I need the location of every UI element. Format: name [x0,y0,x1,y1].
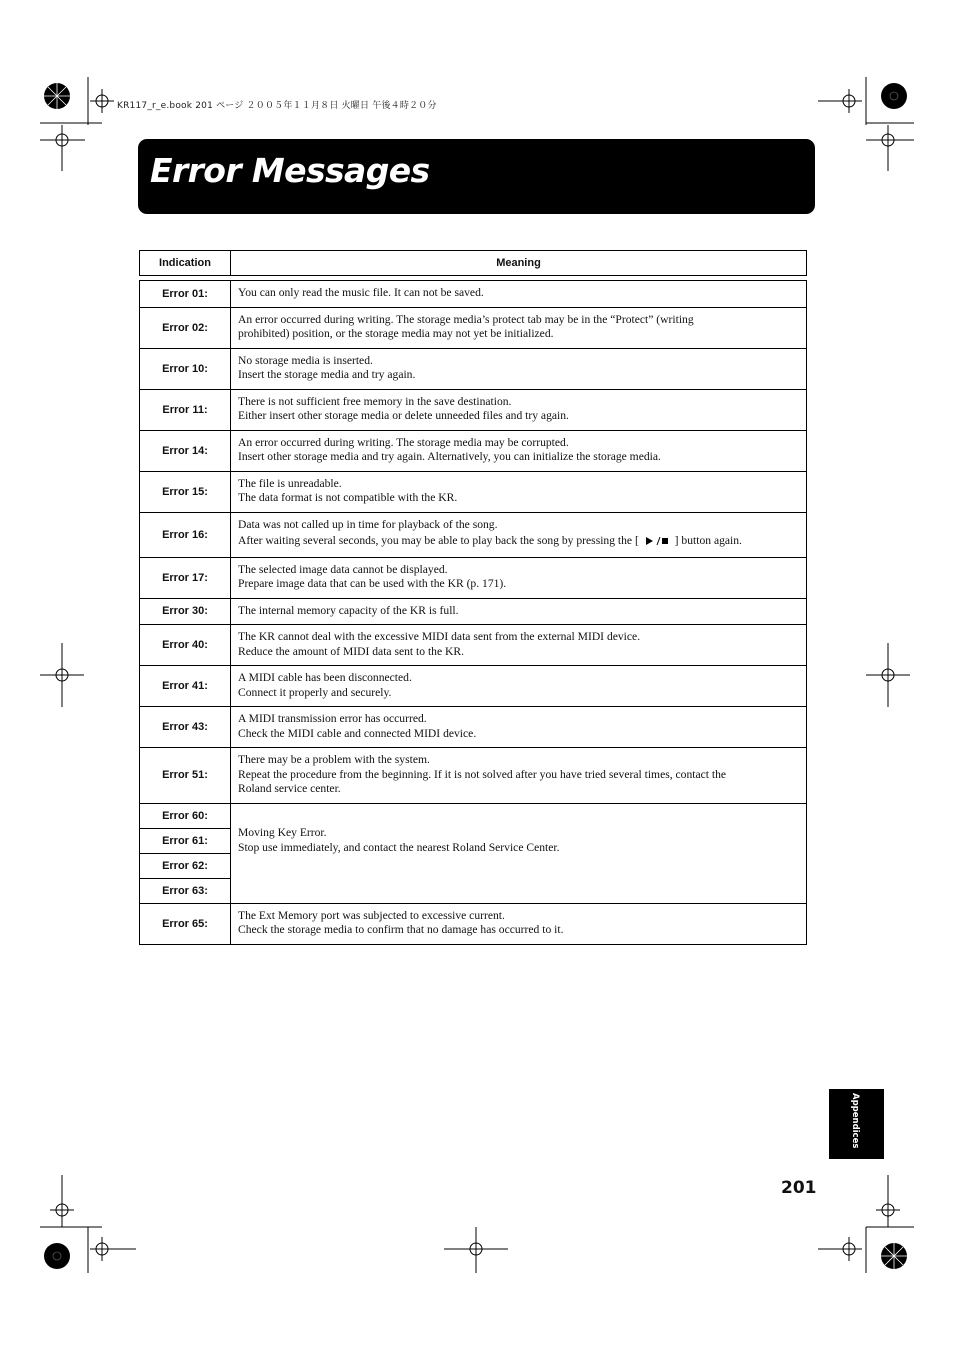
error-code: Error 43: [140,707,231,748]
error-table [139,250,807,945]
table-row [140,512,807,557]
error-code: Error 41: [140,666,231,707]
page-number: 201 [781,1178,817,1198]
error-meaning: Moving Key Error. Stop use immediately, and contact the nearest Roland Service Center. [231,803,807,903]
error-code: Error 02: [140,307,231,348]
page-title: Error Messages [150,151,430,190]
error-code: Error 60: [140,803,231,828]
error-code: Error 17: [140,557,231,598]
error-code: Error 63: [140,878,231,903]
table-row [140,389,807,430]
error-meaning: There may be a problem with the system. Repeat the procedure from the beginning. If it is not solved after you have tried several times, contact the Roland service center. [231,748,807,804]
title-banner [138,139,815,214]
table-header-row [140,251,807,276]
error-code: Error 30: [140,598,231,625]
error-meaning: An error occurred during writing. The storage media’s protect tab may be in the “Protect” (writing prohibited) position, or the storage media may not yet be initialized. [231,307,807,348]
error-meaning: A MIDI transmission error has occurred. Check the MIDI cable and connected MIDI device. [231,707,807,748]
header-meaning: Meaning [231,251,807,276]
table-row [140,666,807,707]
error-code: Error 01: [140,281,231,308]
header-indication: Indication [140,251,231,276]
table-row [140,348,807,389]
table-row [140,281,807,308]
error-meaning: There is not sufficient free memory in the save destination. Either insert other storage media or delete unneeded files and try again. [231,389,807,430]
error-meaning: Data was not called up in time for playback of the song. After waiting several seconds, you may be able to play back the song by pressing the [ ] button again. [231,512,807,557]
error-meaning: The Ext Memory port was subjected to excessive current. Check the storage media to confirm that no damage has occurred to it. [231,903,807,944]
error-code: Error 62: [140,853,231,878]
error-code: Error 14: [140,430,231,471]
error-code: Error 40: [140,625,231,666]
error-meaning: No storage media is inserted. Insert the storage media and try again. [231,348,807,389]
error-meaning: The KR cannot deal with the excessive MIDI data sent from the external MIDI device. Reduce the amount of MIDI data sent to the KR. [231,625,807,666]
print-header: KR117_r_e.book 201 ページ ２００５年１１月８日 火曜日 午後４時２０分 [117,101,437,111]
table-row [140,557,807,598]
error-meaning: You can only read the music file. It can not be saved. [231,281,807,308]
error-meaning: The file is unreadable. The data format is not compatible with the KR. [231,471,807,512]
table-row [140,748,807,804]
table-row [140,307,807,348]
section-tab [829,1089,884,1159]
error-code: Error 65: [140,903,231,944]
table-row [140,430,807,471]
section-tab-label: Appendices [850,1093,860,1149]
table-row [140,707,807,748]
table-row [140,803,807,828]
error-meaning: The internal memory capacity of the KR is full. [231,598,807,625]
table-row [140,471,807,512]
error-meaning: The selected image data cannot be displayed. Prepare image data that can be used with the KR (p. 171). [231,557,807,598]
error-code: Error 10: [140,348,231,389]
error-code: Error 51: [140,748,231,804]
table-row [140,903,807,944]
error-code: Error 16: [140,512,231,557]
error-meaning: An error occurred during writing. The storage media may be corrupted. Insert other storage media and try again. Alternatively, you can initialize the storage media. [231,430,807,471]
error-code: Error 61: [140,828,231,853]
table-row [140,598,807,625]
error-code: Error 15: [140,471,231,512]
play-stop-icon [644,536,670,546]
table-row [140,625,807,666]
error-code: Error 11: [140,389,231,430]
error-meaning: A MIDI cable has been disconnected. Connect it properly and securely. [231,666,807,707]
